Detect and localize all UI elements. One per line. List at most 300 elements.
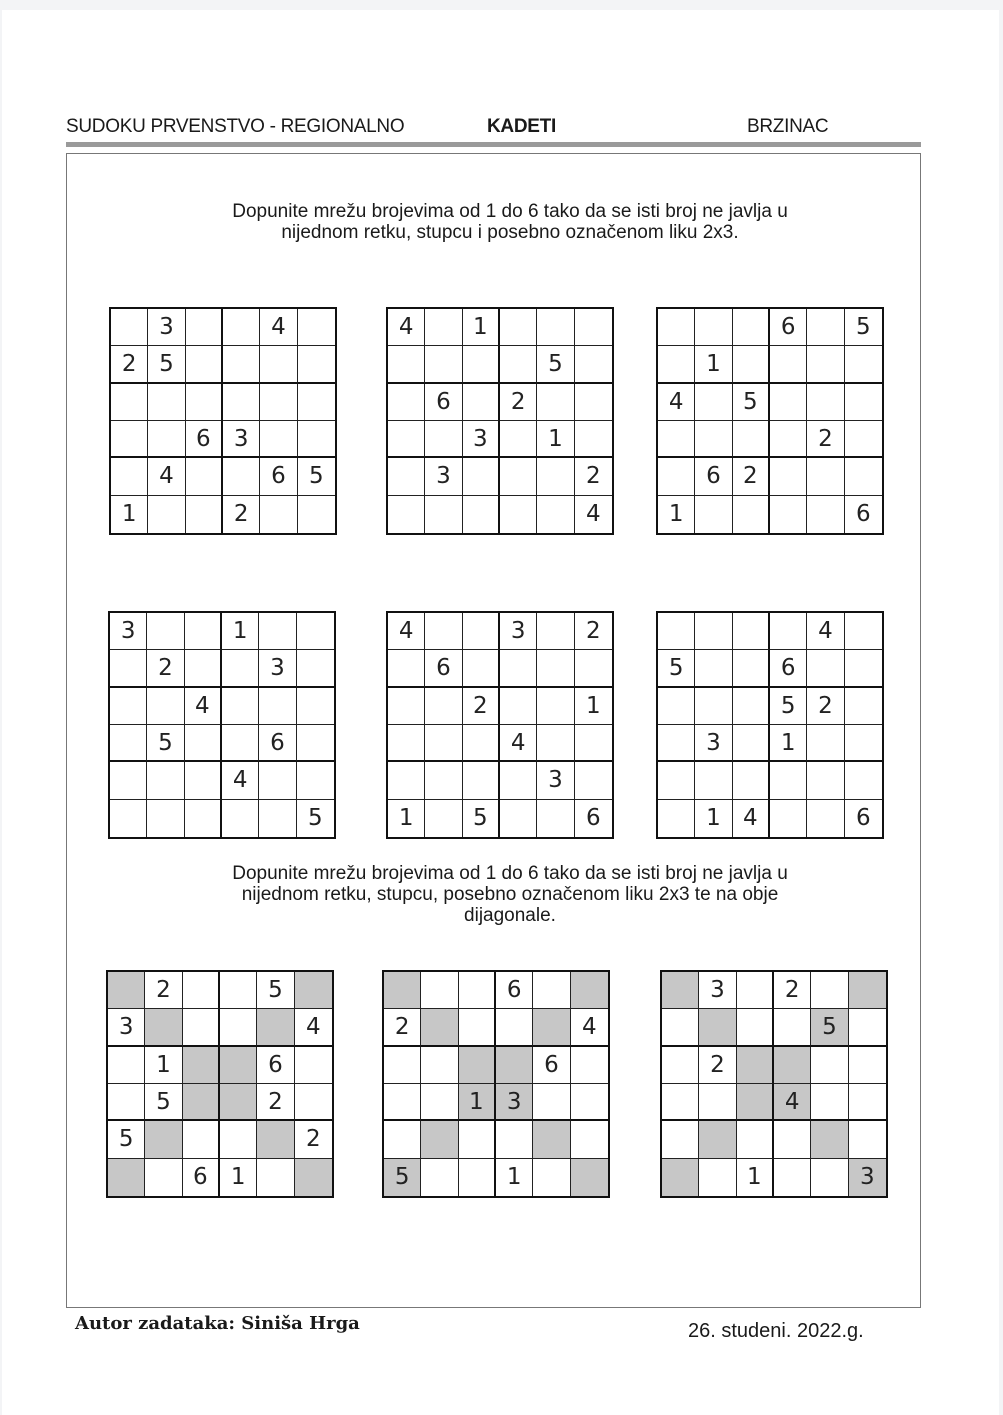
sudoku-cell[interactable] [737,1009,774,1046]
sudoku-cell[interactable] [297,650,334,687]
sudoku-cell[interactable] [774,1009,811,1046]
sudoku-cell[interactable] [260,346,297,383]
sudoku-cell[interactable] [695,496,732,533]
sudoku-cell[interactable]: 6 [257,1047,294,1084]
sudoku-cell[interactable]: 6 [770,650,807,687]
sudoku-cell[interactable] [145,1159,182,1196]
sudoku-cell[interactable] [845,688,882,725]
sudoku-cell[interactable]: 1 [463,309,500,346]
sudoku-cell[interactable] [259,613,296,650]
sudoku-cell[interactable] [222,800,259,837]
sudoku-cell[interactable] [384,972,421,1009]
sudoku-cell[interactable]: 3 [699,972,736,1009]
sudoku-cell[interactable] [845,650,882,687]
sudoku-cell[interactable] [148,496,185,533]
sudoku-cell[interactable]: 6 [186,421,223,458]
sudoku-cell[interactable] [658,725,695,762]
sudoku-cell[interactable] [500,688,537,725]
sudoku-cell[interactable] [388,762,425,799]
sudoku-cell[interactable] [658,800,695,837]
sudoku-cell[interactable] [297,762,334,799]
sudoku-cell[interactable] [733,346,770,383]
sudoku-cell[interactable] [145,1121,182,1158]
sudoku-cell[interactable] [183,1047,220,1084]
sudoku-cell[interactable] [186,309,223,346]
sudoku-cell[interactable]: 5 [257,972,294,1009]
sudoku-cell[interactable] [807,458,844,495]
sudoku-cell[interactable] [295,972,332,1009]
sudoku-cell[interactable] [733,688,770,725]
sudoku-cell[interactable] [845,458,882,495]
sudoku-cell[interactable] [257,1121,294,1158]
sudoku-cell[interactable]: 6 [425,650,462,687]
sudoku-cell[interactable] [111,309,148,346]
sudoku-cell[interactable] [298,421,335,458]
sudoku-cell[interactable] [658,613,695,650]
sudoku-cell[interactable] [733,762,770,799]
sudoku-cell[interactable] [662,1159,699,1196]
sudoku-cell[interactable]: 2 [774,972,811,1009]
sudoku-cell[interactable] [425,800,462,837]
sudoku-cell[interactable] [425,346,462,383]
sudoku-cell[interactable] [575,421,612,458]
sudoku-cell[interactable]: 2 [257,1084,294,1121]
sudoku-cell[interactable] [770,613,807,650]
sudoku-cell[interactable] [421,972,458,1009]
sudoku-cell[interactable] [147,613,184,650]
sudoku-cell[interactable] [223,458,260,495]
sudoku-cell[interactable]: 2 [500,384,537,421]
sudoku-cell[interactable] [658,346,695,383]
sudoku-cell[interactable] [575,309,612,346]
sudoku-cell[interactable] [807,309,844,346]
sudoku-cell[interactable] [695,613,732,650]
sudoku-cell[interactable] [185,650,222,687]
sudoku-cell[interactable] [388,421,425,458]
sudoku-cell[interactable] [658,458,695,495]
sudoku-cell[interactable]: 2 [463,688,500,725]
sudoku-cell[interactable] [222,725,259,762]
sudoku-cell[interactable] [147,762,184,799]
sudoku-cell[interactable] [388,496,425,533]
sudoku-cell[interactable] [774,1047,811,1084]
sudoku-cell[interactable] [384,1121,421,1158]
sudoku-cell[interactable] [811,1121,848,1158]
sudoku-cell[interactable]: 3 [849,1159,886,1196]
sudoku-cell[interactable] [807,800,844,837]
sudoku-cell[interactable] [183,1121,220,1158]
sudoku-cell[interactable] [571,972,608,1009]
sudoku-cell[interactable]: 3 [110,613,147,650]
sudoku-cell[interactable] [699,1009,736,1046]
sudoku-cell[interactable] [662,1009,699,1046]
sudoku-cell[interactable]: 5 [298,458,335,495]
sudoku-cell[interactable] [425,421,462,458]
sudoku-cell[interactable]: 4 [148,458,185,495]
sudoku-cell[interactable] [220,972,257,1009]
sudoku-cell[interactable] [108,1047,145,1084]
sudoku-cell[interactable]: 4 [222,762,259,799]
sudoku-cell[interactable] [110,762,147,799]
sudoku-cell[interactable] [388,650,425,687]
sudoku-cell[interactable] [662,1047,699,1084]
sudoku-cell[interactable]: 1 [537,421,574,458]
sudoku-cell[interactable] [111,458,148,495]
sudoku-cell[interactable] [500,346,537,383]
sudoku-cell[interactable] [537,725,574,762]
sudoku-cell[interactable] [770,458,807,495]
sudoku-cell[interactable] [658,309,695,346]
sudoku-cell[interactable] [733,421,770,458]
sudoku-cell[interactable]: 1 [695,800,732,837]
sudoku-cell[interactable]: 5 [384,1159,421,1196]
sudoku-cell[interactable] [662,972,699,1009]
sudoku-cell[interactable] [737,1121,774,1158]
sudoku-cell[interactable] [695,762,732,799]
sudoku-cell[interactable]: 3 [537,762,574,799]
sudoku-cell[interactable]: 5 [770,688,807,725]
sudoku-cell[interactable]: 2 [111,346,148,383]
sudoku-cell[interactable]: 4 [500,725,537,762]
sudoku-cell[interactable]: 4 [571,1009,608,1046]
sudoku-cell[interactable] [537,384,574,421]
sudoku-cell[interactable] [108,1084,145,1121]
sudoku-cell[interactable] [500,800,537,837]
sudoku-cell[interactable] [807,496,844,533]
sudoku-cell[interactable] [575,762,612,799]
sudoku-cell[interactable]: 3 [425,458,462,495]
sudoku-cell[interactable] [185,613,222,650]
sudoku-cell[interactable] [186,458,223,495]
sudoku-cell[interactable] [496,1009,533,1046]
sudoku-cell[interactable] [575,346,612,383]
sudoku-cell[interactable]: 1 [737,1159,774,1196]
sudoku-cell[interactable] [500,458,537,495]
sudoku-cell[interactable] [811,972,848,1009]
sudoku-cell[interactable] [537,800,574,837]
sudoku-cell[interactable] [220,1009,257,1046]
sudoku-cell[interactable] [845,613,882,650]
sudoku-cell[interactable] [421,1121,458,1158]
sudoku-cell[interactable]: 6 [533,1047,570,1084]
sudoku-cell[interactable] [295,1084,332,1121]
sudoku-cell[interactable] [148,421,185,458]
sudoku-cell[interactable] [223,346,260,383]
sudoku-cell[interactable] [571,1084,608,1121]
sudoku-cell[interactable]: 6 [586,805,601,832]
sudoku-cell[interactable] [463,762,500,799]
sudoku-cell[interactable] [770,762,807,799]
sudoku-cell[interactable] [298,496,335,533]
sudoku-cell[interactable] [220,1121,257,1158]
sudoku-cell[interactable] [186,496,223,533]
sudoku-cell[interactable]: 6 [856,805,871,832]
sudoku-cell[interactable] [185,800,222,837]
sudoku-cell[interactable] [463,650,500,687]
sudoku-cell[interactable]: 5 [845,309,882,346]
sudoku-cell[interactable] [298,346,335,383]
sudoku-cell[interactable] [500,650,537,687]
sudoku-cell[interactable] [770,346,807,383]
sudoku-cell[interactable] [257,1009,294,1046]
sudoku-cell[interactable] [537,496,574,533]
sudoku-cell[interactable] [849,1121,886,1158]
sudoku-cell[interactable] [496,1121,533,1158]
sudoku-cell[interactable] [774,1159,811,1196]
sudoku-cell[interactable] [183,1009,220,1046]
sudoku-cell[interactable] [733,650,770,687]
sudoku-cell[interactable]: 4 [807,613,844,650]
sudoku-cell[interactable] [111,384,148,421]
sudoku-cell[interactable]: 5 [811,1009,848,1046]
sudoku-cell[interactable]: 6 [260,458,297,495]
sudoku-cell[interactable] [425,725,462,762]
sudoku-cell[interactable]: 2 [733,458,770,495]
sudoku-cell[interactable] [223,309,260,346]
sudoku-cell[interactable] [807,725,844,762]
sudoku-cell[interactable] [500,309,537,346]
sudoku-cell[interactable] [575,650,612,687]
sudoku-cell[interactable] [699,1159,736,1196]
sudoku-cell[interactable] [110,688,147,725]
sudoku-cell[interactable]: 1 [220,1159,257,1196]
sudoku-cell[interactable]: 4 [774,1084,811,1121]
sudoku-cell[interactable]: 3 [500,613,537,650]
sudoku-cell[interactable] [260,421,297,458]
sudoku-cell[interactable] [533,1009,570,1046]
sudoku-cell[interactable]: 6 [496,972,533,1009]
sudoku-cell[interactable] [733,613,770,650]
sudoku-cell[interactable]: 5 [108,1121,145,1158]
sudoku-cell[interactable]: 2 [147,650,184,687]
sudoku-cell[interactable] [108,1159,145,1196]
sudoku-cell[interactable] [421,1047,458,1084]
sudoku-cell[interactable] [295,1159,332,1196]
sudoku-cell[interactable] [695,309,732,346]
sudoku-cell[interactable] [459,972,496,1009]
sudoku-cell[interactable] [537,688,574,725]
sudoku-cell[interactable]: 1 [496,1159,533,1196]
sudoku-cell[interactable] [571,1047,608,1084]
sudoku-cell[interactable] [500,762,537,799]
sudoku-cell[interactable]: 1 [111,496,148,533]
sudoku-cell[interactable] [737,1084,774,1121]
sudoku-cell[interactable] [459,1121,496,1158]
sudoku-cell[interactable]: 5 [537,346,574,383]
sudoku-cell[interactable] [658,762,695,799]
sudoku-cell[interactable]: 1 [575,688,612,725]
sudoku-cell[interactable] [695,421,732,458]
sudoku-cell[interactable] [807,762,844,799]
sudoku-cell[interactable] [183,1084,220,1121]
sudoku-cell[interactable] [147,800,184,837]
sudoku-cell[interactable]: 4 [185,688,222,725]
sudoku-cell[interactable] [295,1047,332,1084]
sudoku-cell[interactable] [425,496,462,533]
sudoku-cell[interactable] [257,1159,294,1196]
sudoku-cell[interactable] [849,1084,886,1121]
sudoku-cell[interactable] [185,762,222,799]
sudoku-cell[interactable] [811,1159,848,1196]
sudoku-cell[interactable]: 2 [807,688,844,725]
sudoku-cell[interactable]: 1 [770,725,807,762]
sudoku-cell[interactable] [571,1159,608,1196]
sudoku-cell[interactable]: 5 [658,650,695,687]
sudoku-cell[interactable] [421,1159,458,1196]
sudoku-cell[interactable] [533,1084,570,1121]
sudoku-cell[interactable]: 1 [658,496,695,533]
sudoku-cell[interactable] [463,613,500,650]
sudoku-cell[interactable]: 4 [658,384,695,421]
sudoku-cell[interactable] [298,384,335,421]
sudoku-cell[interactable]: 4 [260,309,297,346]
sudoku-cell[interactable]: 1 [222,613,259,650]
sudoku-cell[interactable] [845,384,882,421]
sudoku-cell[interactable] [259,800,296,837]
sudoku-cell[interactable] [571,1121,608,1158]
sudoku-cell[interactable] [733,309,770,346]
sudoku-cell[interactable] [533,972,570,1009]
sudoku-cell[interactable] [110,725,147,762]
sudoku-cell[interactable] [459,1159,496,1196]
sudoku-cell[interactable]: 3 [695,725,732,762]
sudoku-cell[interactable] [459,1047,496,1084]
sudoku-cell[interactable] [849,972,886,1009]
sudoku-cell[interactable] [463,725,500,762]
sudoku-cell[interactable] [425,309,462,346]
sudoku-cell[interactable] [849,1047,886,1084]
sudoku-cell[interactable] [533,1159,570,1196]
sudoku-cell[interactable] [737,1047,774,1084]
sudoku-cell[interactable] [110,800,147,837]
sudoku-cell[interactable] [222,650,259,687]
sudoku-cell[interactable]: 5 [463,800,500,837]
sudoku-cell[interactable]: 1 [145,1047,182,1084]
sudoku-cell[interactable] [699,1084,736,1121]
sudoku-cell[interactable] [259,762,296,799]
sudoku-cell[interactable]: 3 [148,309,185,346]
sudoku-cell[interactable] [421,1084,458,1121]
sudoku-cell[interactable]: 6 [183,1159,220,1196]
sudoku-cell[interactable]: 6 [695,458,732,495]
sudoku-cell[interactable] [699,1121,736,1158]
sudoku-cell[interactable] [298,309,335,346]
sudoku-cell[interactable] [463,346,500,383]
sudoku-cell[interactable] [388,688,425,725]
sudoku-cell[interactable] [223,384,260,421]
sudoku-cell[interactable] [260,384,297,421]
sudoku-cell[interactable]: 5 [148,346,185,383]
sudoku-cell[interactable] [297,688,334,725]
sudoku-cell[interactable] [260,496,297,533]
sudoku-cell[interactable] [297,613,334,650]
sudoku-cell[interactable] [537,309,574,346]
sudoku-cell[interactable] [774,1121,811,1158]
sudoku-cell[interactable]: 6 [425,384,462,421]
sudoku-cell[interactable] [845,725,882,762]
sudoku-cell[interactable] [770,800,807,837]
sudoku-cell[interactable] [185,725,222,762]
sudoku-cell[interactable] [259,688,296,725]
sudoku-cell[interactable] [807,650,844,687]
sudoku-cell[interactable] [662,1121,699,1158]
sudoku-cell[interactable]: 1 [459,1084,496,1121]
sudoku-cell[interactable] [496,1047,533,1084]
sudoku-cell[interactable] [459,1009,496,1046]
sudoku-cell[interactable] [770,384,807,421]
sudoku-cell[interactable] [845,421,882,458]
sudoku-cell[interactable]: 4 [586,501,601,528]
sudoku-cell[interactable] [695,650,732,687]
sudoku-cell[interactable] [388,384,425,421]
sudoku-cell[interactable]: 6 [856,501,871,528]
sudoku-cell[interactable]: 2 [223,496,260,533]
sudoku-cell[interactable]: 4 [388,309,425,346]
sudoku-cell[interactable]: 6 [259,725,296,762]
sudoku-cell[interactable] [186,346,223,383]
sudoku-cell[interactable]: 3 [496,1084,533,1121]
sudoku-cell[interactable]: 3 [223,421,260,458]
sudoku-cell[interactable]: 5 [733,384,770,421]
sudoku-cell[interactable] [147,688,184,725]
sudoku-cell[interactable] [533,1121,570,1158]
sudoku-cell[interactable] [695,384,732,421]
sudoku-cell[interactable] [500,496,537,533]
sudoku-cell[interactable] [658,421,695,458]
sudoku-cell[interactable]: 2 [145,972,182,1009]
sudoku-cell[interactable] [145,1009,182,1046]
sudoku-cell[interactable] [770,496,807,533]
sudoku-cell[interactable]: 2 [295,1121,332,1158]
sudoku-cell[interactable]: 1 [388,800,425,837]
sudoku-cell[interactable] [148,384,185,421]
sudoku-cell[interactable] [845,346,882,383]
sudoku-cell[interactable] [220,1084,257,1121]
sudoku-cell[interactable] [662,1084,699,1121]
sudoku-cell[interactable] [463,384,500,421]
sudoku-cell[interactable] [849,1009,886,1046]
sudoku-cell[interactable] [384,1047,421,1084]
sudoku-cell[interactable]: 6 [770,309,807,346]
sudoku-cell[interactable] [222,688,259,725]
sudoku-cell[interactable] [463,496,500,533]
sudoku-cell[interactable]: 2 [575,613,612,650]
sudoku-cell[interactable] [537,458,574,495]
sudoku-cell[interactable] [186,384,223,421]
sudoku-cell[interactable] [463,458,500,495]
sudoku-cell[interactable] [425,688,462,725]
sudoku-cell[interactable] [500,421,537,458]
sudoku-cell[interactable]: 3 [463,421,500,458]
sudoku-cell[interactable] [388,725,425,762]
sudoku-cell[interactable]: 3 [259,650,296,687]
sudoku-cell[interactable] [108,972,145,1009]
sudoku-cell[interactable]: 4 [295,1009,332,1046]
sudoku-cell[interactable]: 4 [388,613,425,650]
sudoku-cell[interactable] [388,458,425,495]
sudoku-cell[interactable]: 2 [575,458,612,495]
sudoku-cell[interactable] [737,972,774,1009]
sudoku-cell[interactable] [575,725,612,762]
sudoku-cell[interactable] [845,762,882,799]
sudoku-cell[interactable]: 2 [384,1009,421,1046]
sudoku-cell[interactable]: 3 [108,1009,145,1046]
sudoku-cell[interactable] [425,762,462,799]
sudoku-cell[interactable] [425,613,462,650]
sudoku-cell[interactable] [695,688,732,725]
sudoku-cell[interactable] [110,650,147,687]
sudoku-cell[interactable] [537,650,574,687]
